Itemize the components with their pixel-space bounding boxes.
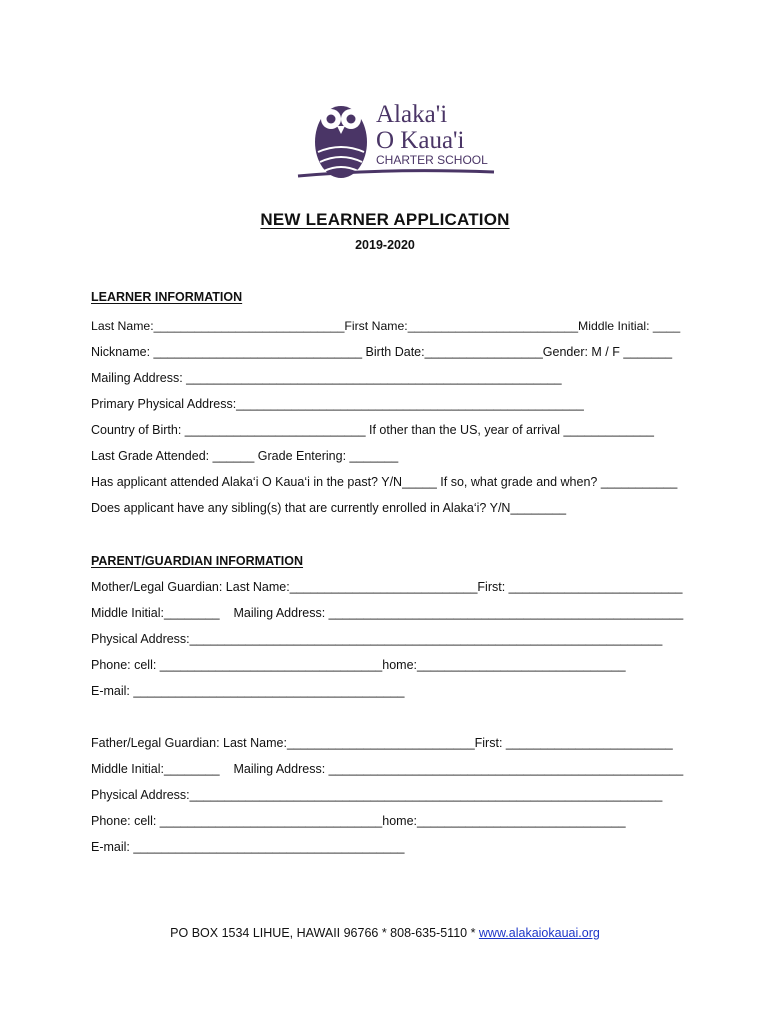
father-row-mailing[interactable]: Middle Initial:________ Mailing Address: ___________________________________________________ bbox=[91, 762, 684, 776]
father-row-name[interactable]: Father/Legal Guardian: Last Name:___________________________First: ________________________ bbox=[91, 736, 673, 750]
father-row-phone[interactable]: Phone: cell: ________________________________home:______________________________ bbox=[91, 814, 626, 828]
page-title: NEW LEARNER APPLICATION bbox=[260, 210, 510, 229]
mother-row-email[interactable]: E-mail: _______________________________________ bbox=[91, 684, 405, 698]
learner-row-siblings[interactable]: Does applicant have any sibling(s) that are currently enrolled in Alaka‘i? Y/N________ bbox=[91, 501, 567, 515]
mother-row-mailing[interactable]: Middle Initial:________ Mailing Address: ___________________________________________________ bbox=[91, 606, 684, 620]
father-row-email[interactable]: E-mail: _______________________________________ bbox=[91, 840, 405, 854]
logo-name-line2: O Kaua'i bbox=[376, 127, 465, 154]
logo-name-line1: Alaka'i bbox=[376, 101, 448, 128]
mother-row-physical[interactable]: Physical Address:____________________________________________________________________ bbox=[91, 632, 663, 646]
footer-address: PO BOX 1534 LIHUE, HAWAII 96766 * 808-635-5110 * bbox=[170, 926, 479, 940]
learner-row-mailing-address[interactable]: Mailing Address: ______________________________________________________ bbox=[91, 371, 562, 385]
school-year: 2019-2020 bbox=[355, 238, 415, 252]
learner-row-name[interactable]: Last Name:____________________________First Name:_________________________Middle Initial: ____ bbox=[91, 319, 681, 333]
parent-info-heading: PARENT/GUARDIAN INFORMATION bbox=[91, 554, 304, 568]
learner-row-attended-past[interactable]: Has applicant attended Alaka‘i O Kaua‘i in the past? Y/N_____ If so, what grade and when? ___________ bbox=[91, 475, 678, 489]
learner-row-physical-address[interactable]: Primary Physical Address:__________________________________________________ bbox=[91, 397, 584, 411]
school-logo bbox=[296, 92, 496, 192]
father-row-physical[interactable]: Physical Address:____________________________________________________________________ bbox=[91, 788, 663, 802]
mother-row-phone[interactable]: Phone: cell: ________________________________home:______________________________ bbox=[91, 658, 626, 672]
website-link[interactable]: www.alakaiokauai.org bbox=[478, 926, 600, 940]
learner-row-nickname[interactable]: Nickname: ______________________________ Birth Date:_________________Gender: M / F _______ bbox=[91, 345, 673, 359]
mother-row-name[interactable]: Mother/Legal Guardian: Last Name:___________________________First: _________________________ bbox=[91, 580, 683, 594]
logo-name-line3: CHARTER SCHOOL bbox=[376, 153, 488, 167]
learner-info-heading: LEARNER INFORMATION bbox=[91, 290, 243, 304]
footer bbox=[0, 926, 770, 940]
learner-row-country-of-birth[interactable]: Country of Birth: __________________________ If other than the US, year of arrival _____________ bbox=[91, 423, 654, 437]
learner-row-grade[interactable]: Last Grade Attended: ______ Grade Entering: _______ bbox=[91, 449, 399, 463]
